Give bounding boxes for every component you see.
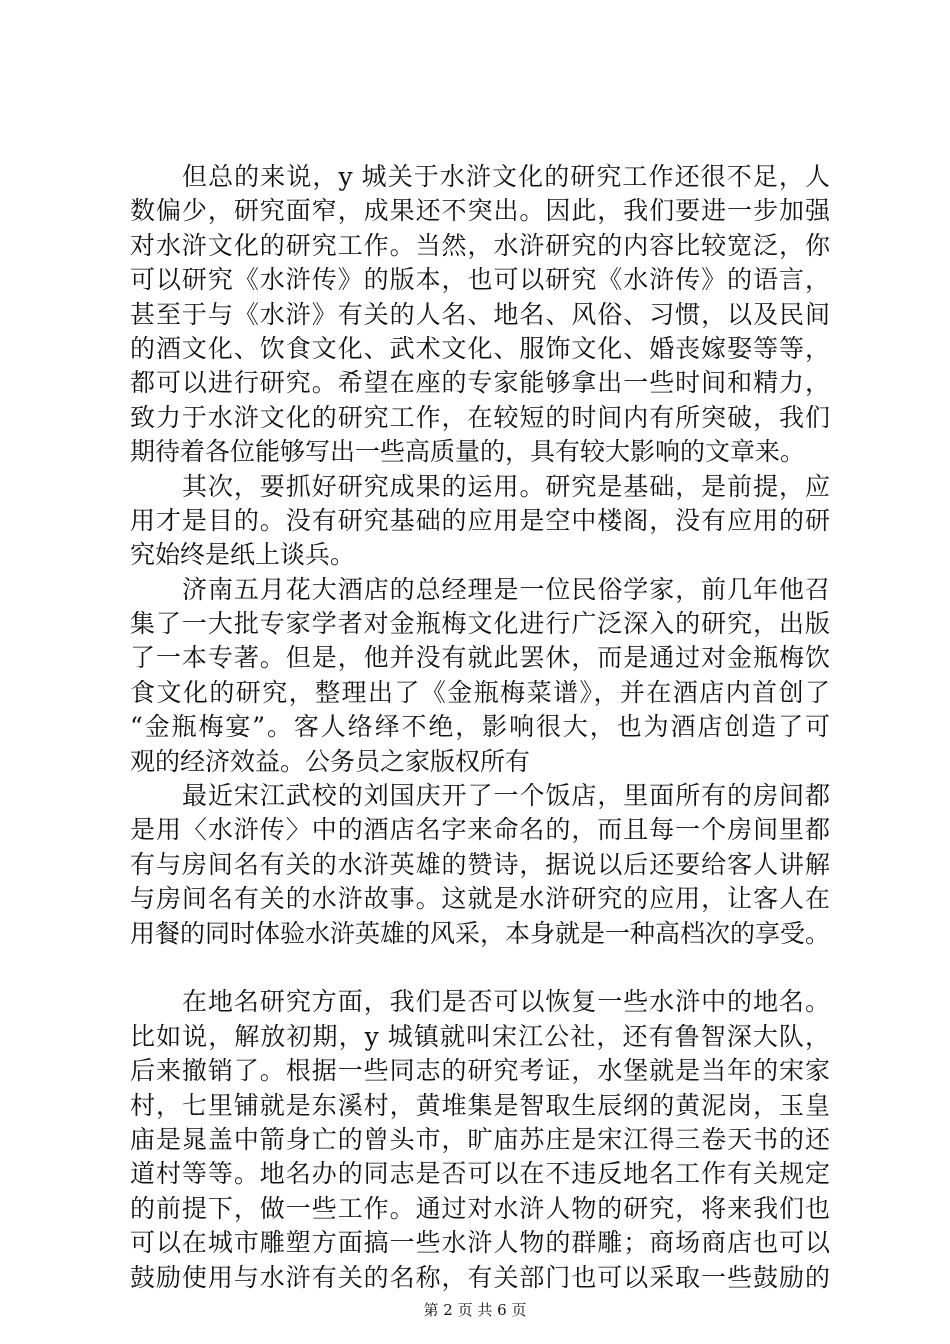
text-line: 了一本专著。但是，他并没有就此罢休，而是通过对金瓶梅饮 [130, 643, 830, 673]
paragraph-4 [130, 779, 830, 951]
text-line: 观的经济效益。公务员之家版权所有 [130, 746, 531, 776]
text-line: 都可以进行研究。希望在座的专家能够拿出一些时间和精力， [130, 368, 830, 398]
text-line: 的酒文化、饮食文化、武术文化、服饰文化、婚丧嫁娶等等， [130, 333, 830, 363]
text-line: 是用〈水浒传〉中的酒店名字来命名的，而且每一个房间里都 [130, 815, 830, 845]
paragraph-1 [130, 160, 830, 470]
body-text [130, 160, 830, 1295]
text-line: 可以研究《水浒传》的版本，也可以研究《水浒传》的语言， [130, 265, 830, 295]
text-line: 对水浒文化的研究工作。当然，水浒研究的内容比较宽泛，你 [130, 230, 830, 260]
text-line: 究始终是纸上谈兵。 [130, 540, 356, 570]
text-line: 甚至于与《水浒》有关的人名、地名、风俗、习惯，以及民间 [130, 299, 830, 329]
text-line: 道村等等。地名办的同志是否可以在不违反地名工作有关规定 [130, 1159, 830, 1189]
text-line: 食文化的研究，整理出了《金瓶梅菜谱》，并在酒店内首创了 [130, 677, 830, 707]
paragraph-5 [130, 985, 830, 1295]
paragraph-2 [130, 470, 830, 573]
text-line: 在地名研究方面，我们是否可以恢复一些水浒中的地名。 [182, 987, 830, 1017]
paragraph-3 [130, 573, 830, 779]
text-line: 比如说，解放初期，y 城镇就叫宋江公社，还有鲁智深大队， [130, 1021, 830, 1051]
text-line: 其次，要抓好研究成果的运用。研究是基础，是前提，应 [182, 471, 830, 501]
text-line: 用才是目的。没有研究基础的应用是空中楼阁，没有应用的研 [130, 505, 830, 535]
text-line: “金瓶梅宴”。客人络绎不绝，影响很大，也为酒店创造了可 [130, 712, 830, 742]
text-line: 致力于水浒文化的研究工作，在较短的时间内有所突破，我们 [130, 402, 830, 432]
text-line: 用餐的同时体验水浒英雄的风采，本身就是一种高档次的享受。 [130, 918, 831, 948]
paragraph-gap [130, 951, 830, 985]
text-line: 与房间名有关的水浒故事。这就是水浒研究的应用，让客人在 [130, 884, 830, 914]
text-line: 最近宋江武校的刘国庆开了一个饭店，里面所有的房间都 [182, 781, 830, 811]
text-line: 数偏少，研究面窄，成果还不突出。因此，我们要进一步加强 [130, 196, 830, 226]
text-line: 济南五月花大酒店的总经理是一位民俗学家，前几年他召 [182, 574, 830, 604]
text-line: 期待着各位能够写出一些高质量的，具有较大影响的文章来。 [130, 437, 806, 467]
text-line: 集了一大批专家学者对金瓶梅文化进行广泛深入的研究，出版 [130, 609, 830, 639]
text-line: 庙是晁盖中箭身亡的曾头市，旷庙苏庄是宋江得三卷天书的还 [130, 1124, 830, 1154]
text-line: 但总的来说，y 城关于水浒文化的研究工作还很不足，人 [182, 162, 830, 191]
text-line: 有与房间名有关的水浒英雄的赞诗，据说以后还要给客人讲解 [130, 849, 830, 879]
text-line: 可以在城市雕塑方面搞一些水浒人物的群雕；商场商店也可以 [130, 1228, 830, 1258]
text-line: 的前提下，做一些工作。通过对水浒人物的研究，将来我们也 [130, 1193, 830, 1223]
page-number-footer: 第 2 页 共 6 页 [423, 1301, 527, 1319]
text-line: 村，七里铺就是东溪村，黄堆集是智取生辰纲的黄泥岗，玉皇 [130, 1090, 830, 1120]
text-line: 后来撤销了。根据一些同志的研究考证，水堡就是当年的宋家 [130, 1056, 830, 1086]
text-line: 鼓励使用与水浒有关的名称，有关部门也可以采取一些鼓励的 [130, 1262, 830, 1292]
